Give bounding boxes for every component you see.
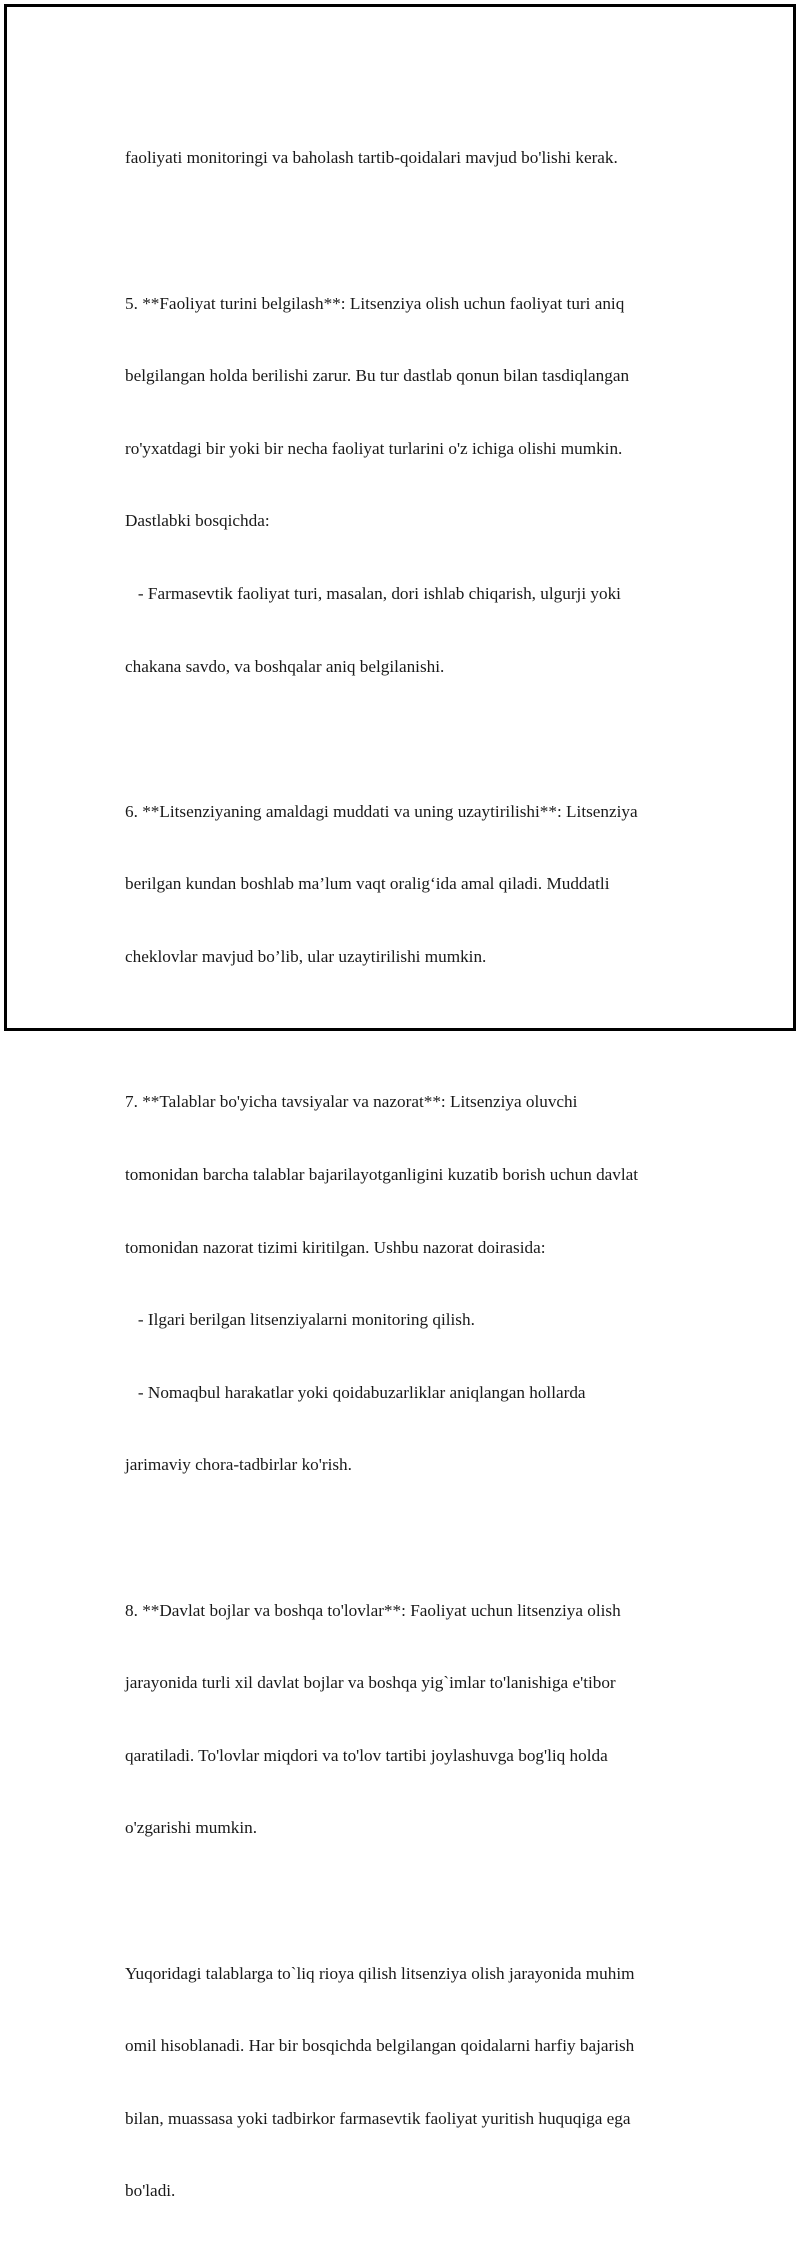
- text-line: - Farmasevtik faoliyat turi, masalan, dori ishlab chiqarish, ulgurji yoki: [125, 584, 621, 604]
- text-line: o'zgarishi mumkin.: [125, 1818, 257, 1838]
- text-line: omil hisoblanadi. Har bir bosqichda belgilangan qoidalarni harfiy bajarish: [125, 2036, 635, 2056]
- text-line: - Ilgari berilgan litsenziyalarni monitoring qilish.: [125, 1310, 475, 1330]
- text-line: belgilangan holda berilishi zarur. Bu tur dastlab qonun bilan tasdiqlangan: [125, 366, 630, 386]
- text-line: cheklovlar mavjud bo’lib, ular uzaytirilishi mumkin.: [125, 947, 487, 967]
- text-line: 7. **Talablar bo'yicha tavsiyalar va nazorat**: Litsenziya oluvchi: [125, 1092, 578, 1112]
- text-line: Yuqoridagi talablarga to`liq rioya qilish litsenziya olish jarayonida muhim: [125, 1963, 635, 1983]
- text-line: jarayonida turli xil davlat bojlar va boshqa yig`imlar to'lanishiga e'tibor: [125, 1673, 616, 1693]
- text-line: bo'ladi.: [125, 2181, 176, 2201]
- text-line: faoliyati monitoringi va baholash tartib-qoidalari mavjud bo'lishi kerak.: [125, 148, 618, 168]
- text-line: bilan, muassasa yoki tadbirkor farmasevtik faoliyat yuritish huquqiga ega: [125, 2108, 631, 2128]
- text-line: chakana savdo, va boshqalar aniq belgilanishi.: [125, 656, 445, 676]
- text-line: - Nomaqbul harakatlar yoki qoidabuzarliklar aniqlangan hollarda: [125, 1382, 586, 1402]
- text-line: jarimaviy chora-tadbirlar ko'rish.: [125, 1455, 352, 1475]
- paragraph-conclusion: [125, 1913, 685, 2252]
- paragraph-item-8: [125, 1550, 685, 1889]
- text-line: 6. **Litsenziyaning amaldagi muddati va uning uzaytirilishi**: Litsenziya: [125, 801, 638, 821]
- text-line: ro'yxatdagi bir yoki bir necha faoliyat turlarini o'z ichiga olishi mumkin.: [125, 438, 623, 458]
- text-line: Dastlabki bosqichda:: [125, 511, 270, 531]
- text-line: berilgan kundan boshlab ma’lum vaqt oralig‘ida amal qiladi. Muddatli: [125, 874, 610, 894]
- paragraph-item-6: [125, 751, 685, 1017]
- text-line: tomonidan barcha talablar bajarilayotganligini kuzatib borish uchun davlat: [125, 1164, 639, 1184]
- text-line: 8. **Davlat bojlar va boshqa to'lovlar**: Faoliyat uchun litsenziya olish: [125, 1600, 621, 1620]
- text-line: 5. **Faoliyat turini belgilash**: Litsenziya olish uchun faoliyat turi aniq: [125, 293, 625, 313]
- text-line: qaratiladi. To'lovlar miqdori va to'lov tartibi joylashuvga bog'liq holda: [125, 1745, 608, 1765]
- paragraph-item-5: [125, 243, 685, 727]
- document-body: [125, 98, 685, 2252]
- paragraph-intro-continuation: [125, 98, 685, 219]
- page-frame: [4, 4, 796, 2201]
- text-line: tomonidan nazorat tizimi kiritilgan. Ushbu nazorat doirasida:: [125, 1237, 546, 1257]
- paragraph-item-7: [125, 1042, 685, 1526]
